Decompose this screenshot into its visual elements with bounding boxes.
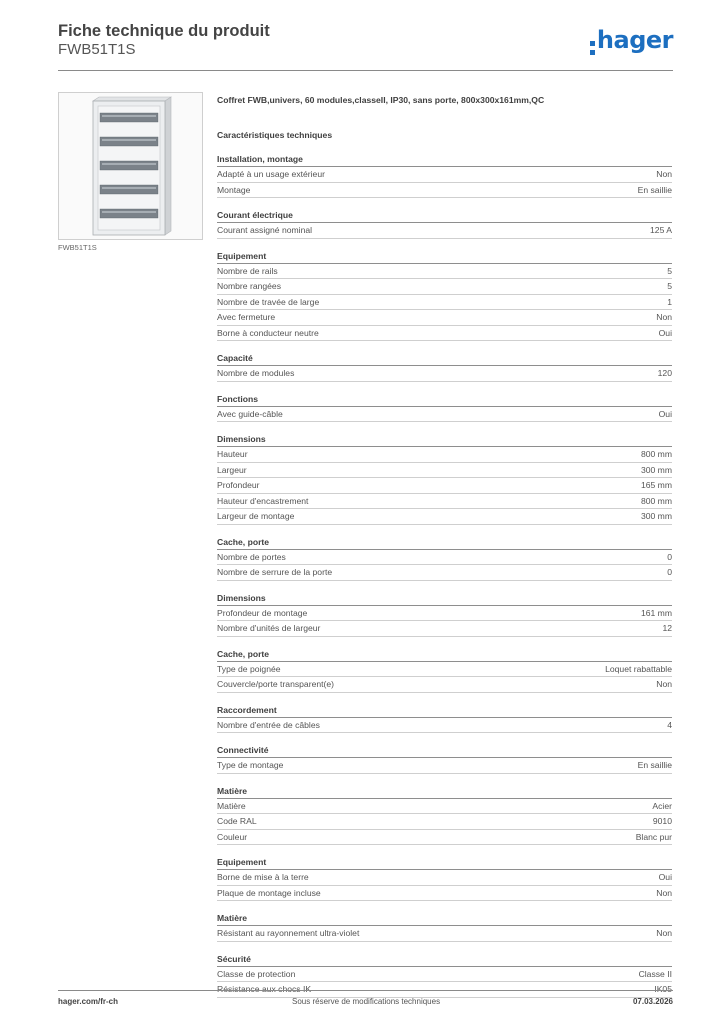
spec-value: En saillie (637, 760, 672, 770)
section-title: Dimensions (217, 433, 672, 447)
spec-section (217, 536, 672, 581)
spec-label: Nombre d'entrée de câbles (217, 719, 320, 730)
spec-section (217, 648, 672, 693)
spec-value: 0 (667, 551, 672, 562)
spec-label: Type de montage (217, 760, 284, 770)
section-title: Courant électrique (217, 209, 672, 223)
page-footer (58, 997, 673, 1011)
section-title: Connectivité (217, 744, 672, 758)
spec-value: Loquet rabattable (605, 663, 672, 674)
spec-value: 120 (657, 368, 672, 378)
spec-label: Nombre de travée de large (217, 296, 320, 307)
spec-row (217, 478, 672, 494)
spec-value: 4 (667, 719, 672, 730)
section-title: Capacité (217, 352, 672, 366)
spec-row (217, 718, 672, 734)
spec-label: Nombre de serrure de la porte (217, 567, 333, 577)
spec-row (217, 509, 672, 525)
spec-row (217, 310, 672, 326)
spec-row (217, 814, 672, 830)
spec-section (217, 592, 672, 637)
spec-row (217, 407, 672, 423)
spec-row (217, 830, 672, 846)
section-title: Sécurité (217, 953, 672, 967)
product-image-caption: FWB51T1S (58, 243, 97, 252)
spec-value: 800 mm (640, 449, 672, 459)
spec-section (217, 352, 672, 382)
spec-value: Oui (658, 327, 672, 338)
spec-row (217, 223, 672, 239)
spec-section (217, 912, 672, 942)
footer-date: 07.03.2026 (632, 997, 673, 1006)
spec-label: Hauteur d'encastrement (217, 495, 309, 506)
header-divider (58, 70, 673, 71)
spec-value: Oui (658, 408, 672, 419)
section-title: Equipement (217, 250, 672, 264)
spec-value: 161 mm (640, 607, 672, 618)
footer-divider (58, 990, 673, 991)
spec-row (217, 183, 672, 199)
spec-sections (217, 153, 672, 998)
spec-row (217, 565, 672, 581)
footer-notice: Sous réserve de modifications techniques (292, 997, 441, 1006)
spec-row (217, 677, 672, 693)
spec-row (217, 550, 672, 566)
spec-value: 9010 (652, 816, 672, 826)
spec-label: Largeur de montage (217, 511, 295, 521)
product-description: Coffret FWB,univers, 60 modules,classeII, IP30, sans porte, 800x300x161mm,QC (217, 95, 545, 105)
spec-row (217, 621, 672, 637)
spec-row (217, 662, 672, 678)
spec-value: 5 (667, 265, 672, 276)
spec-value: IK05 (654, 984, 672, 994)
spec-value: Non (656, 928, 672, 938)
spec-value: 125 A (650, 225, 672, 235)
spec-label: Nombre de portes (217, 551, 286, 562)
spec-row (217, 606, 672, 622)
spec-label: Nombre de modules (217, 368, 295, 378)
spec-label: Plaque de montage incluse (217, 887, 321, 898)
spec-row (217, 494, 672, 510)
spec-section (217, 393, 672, 423)
spec-label: Couleur (217, 831, 248, 842)
spec-section (217, 744, 672, 774)
section-title: Matière (217, 912, 672, 926)
spec-row (217, 886, 672, 902)
spec-label: Matière (217, 800, 246, 811)
spec-label: Borne à conducteur neutre (217, 327, 319, 338)
spec-value: 5 (667, 281, 672, 291)
spec-section (217, 209, 672, 239)
spec-value: 800 mm (640, 495, 672, 506)
section-title: Dimensions (217, 592, 672, 606)
spec-label: Code RAL (217, 816, 257, 826)
page-header (58, 22, 673, 68)
spec-value: Non (656, 312, 672, 322)
spec-value: 165 mm (640, 480, 672, 490)
spec-label: Résistance aux chocs IK (217, 984, 312, 994)
spec-label: Adapté à un usage extérieur (217, 169, 325, 179)
spec-label: Couvercle/porte transparent(e) (217, 679, 335, 689)
spec-label: Largeur (217, 464, 247, 475)
spec-value: Acier (652, 800, 672, 811)
spec-row (217, 279, 672, 295)
spec-label: Avec guide-câble (217, 408, 283, 419)
spec-value: 12 (662, 623, 672, 633)
spec-section (217, 153, 672, 198)
spec-label: Profondeur (217, 480, 260, 490)
spec-row (217, 447, 672, 463)
section-title: Fonctions (217, 393, 672, 407)
section-title: Raccordement (217, 704, 672, 718)
logo-dots-icon (590, 41, 595, 55)
spec-row (217, 758, 672, 774)
spec-row (217, 463, 672, 479)
spec-label: Résistant au rayonnement ultra-violet (217, 928, 360, 938)
spec-row (217, 295, 672, 311)
spec-value: 300 mm (640, 511, 672, 521)
section-title: Cache, porte (217, 536, 672, 550)
spec-value: 0 (667, 567, 672, 577)
enclosure-illustration (59, 93, 202, 239)
spec-row (217, 926, 672, 942)
spec-row (217, 326, 672, 342)
spec-value: 300 mm (640, 464, 672, 475)
spec-label: Avec fermeture (217, 312, 276, 322)
spec-label: Hauteur (217, 449, 248, 459)
spec-label: Type de poignée (217, 663, 281, 674)
spec-section (217, 250, 672, 342)
spec-value: En saillie (637, 184, 672, 195)
spec-value: Non (656, 887, 672, 898)
spec-section (217, 433, 672, 525)
section-title: Cache, porte (217, 648, 672, 662)
spec-value: Oui (658, 872, 672, 882)
spec-label: Profondeur de montage (217, 607, 308, 618)
specs-content (217, 92, 672, 998)
spec-value: Non (656, 169, 672, 179)
spec-label: Nombre rangées (217, 281, 282, 291)
hager-logo (590, 26, 673, 54)
spec-section (217, 785, 672, 846)
product-reference: FWB51T1S (58, 41, 136, 58)
spec-section (217, 704, 672, 734)
spec-row (217, 870, 672, 886)
spec-label: Montage (217, 184, 251, 195)
specs-heading: Caractéristiques techniques (217, 130, 333, 140)
spec-row (217, 366, 672, 382)
spec-value: 1 (667, 296, 672, 307)
logo-text: hager (596, 26, 673, 54)
section-title: Matière (217, 785, 672, 799)
spec-value: Non (656, 679, 672, 689)
spec-label: Nombre d'unités de largeur (217, 623, 321, 633)
spec-value: Blanc pur (635, 831, 672, 842)
spec-value: Classe II (638, 968, 672, 979)
spec-label: Borne de mise à la terre (217, 872, 309, 882)
section-title: Equipement (217, 856, 672, 870)
spec-row (217, 799, 672, 815)
spec-row (217, 967, 672, 983)
spec-label: Classe de protection (217, 968, 296, 979)
page-title: Fiche technique du produit (58, 22, 270, 40)
product-image (58, 92, 203, 240)
spec-row (217, 167, 672, 183)
spec-row (217, 264, 672, 280)
spec-section (217, 856, 672, 901)
spec-label: Courant assigné nominal (217, 225, 313, 235)
footer-website[interactable]: hager.com/fr-ch (58, 997, 119, 1006)
spec-label: Nombre de rails (217, 265, 278, 276)
section-title: Installation, montage (217, 153, 672, 167)
